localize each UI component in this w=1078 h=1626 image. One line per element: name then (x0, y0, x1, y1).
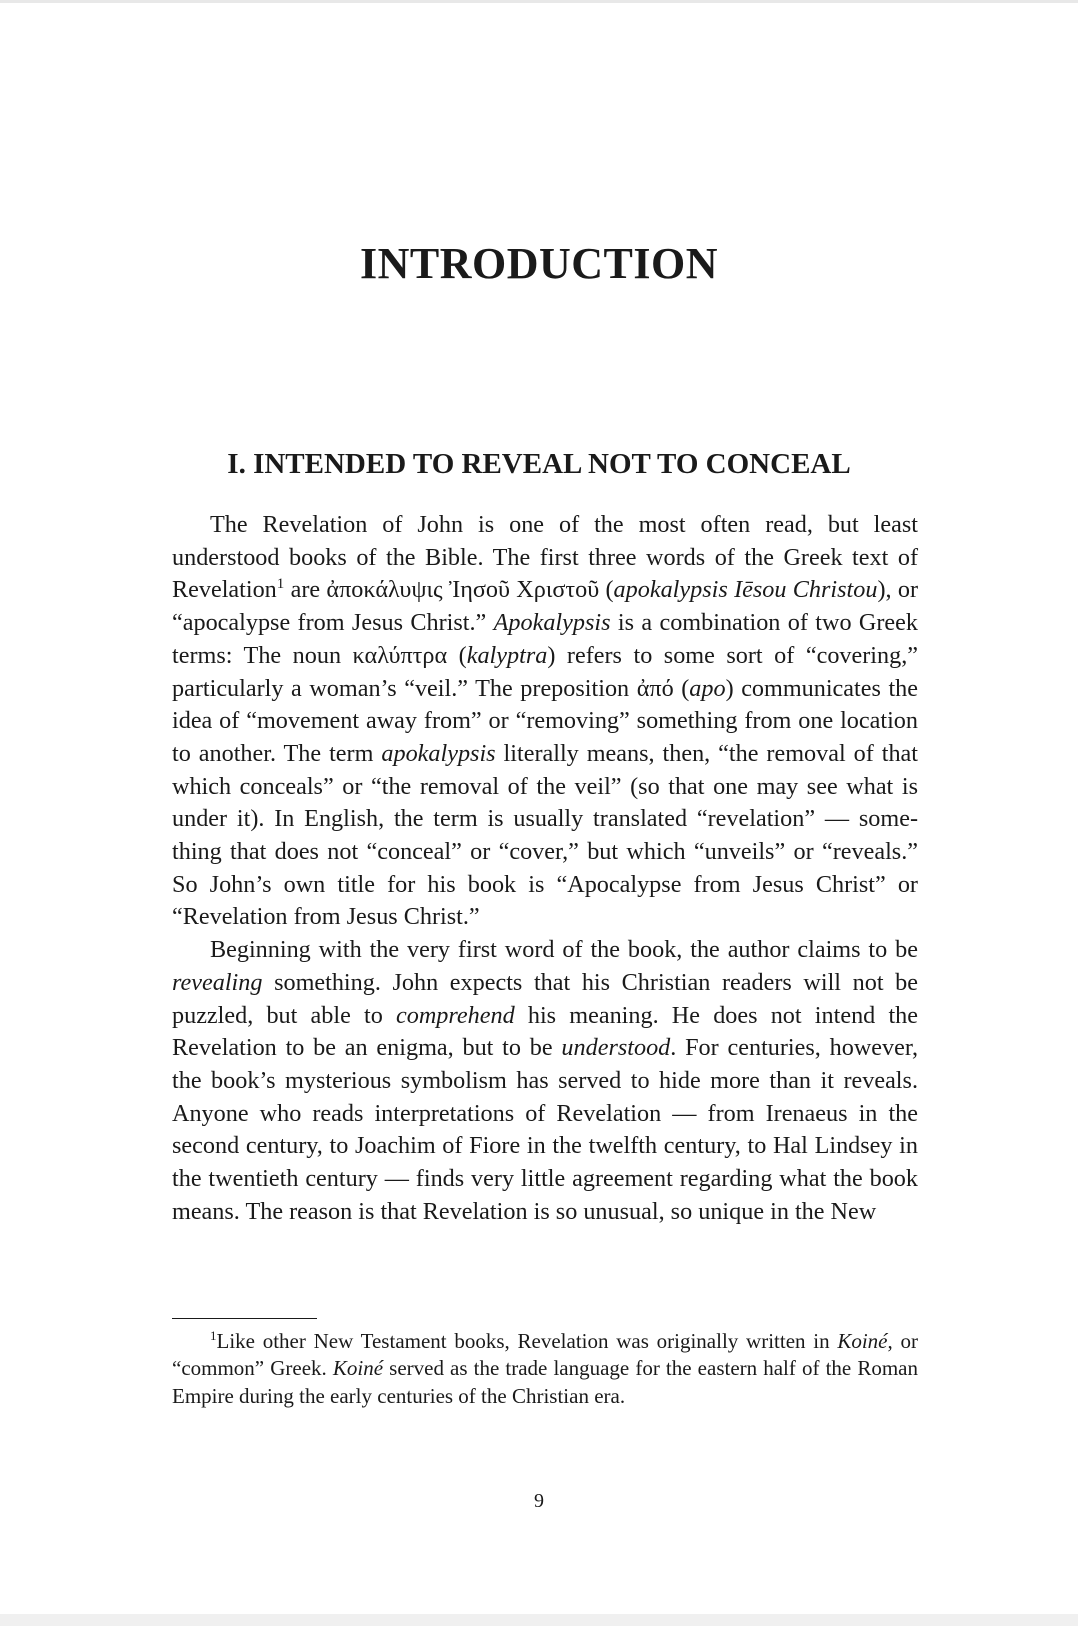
footnote (172, 1328, 918, 1410)
term-italic: kalyptra (466, 641, 548, 669)
paragraph-1 (172, 509, 918, 934)
chapter-title: INTRODUCTION (359, 239, 719, 288)
paragraph-2-text: something. John expects that his Christian readers will not be puzzled, but able to (172, 968, 918, 1029)
page-number: 9 (534, 1490, 544, 1512)
paragraph-1-text: ) refers to some sort of “covering,” particularly a woman’s “veil.” The preposition ἀπό ( (172, 641, 918, 702)
paragraph-1-text: The Revelation of John is one of the most often read, but least understood books of the Bible. The first three words of the Greek text of Revelation (172, 511, 918, 604)
footnote-italic: Koiné (332, 1356, 384, 1381)
term-italic: Apokalypsis (493, 609, 611, 637)
paragraph-2-text: Beginning with the very first word of the book, the author claims to be (210, 936, 918, 964)
paragraph-1-text: are ἀποκάλυψις Ἰησοῦ Χριστοῦ ( (284, 576, 614, 604)
paragraph-2-text: his meaning. He does not intend the Revelation to be an enigma, but to be (172, 1001, 919, 1062)
footnote-reference: 1 (276, 576, 285, 593)
body-text (172, 509, 918, 1228)
footnote-divider (172, 1318, 317, 1319)
transliteration-italic: apokalypsis Iēsou Christou (613, 576, 878, 604)
paragraph-1-text: literally means, then, “the removal of that which conceals” or “the removal of the veil” (so that one may see what is under it). In English, the term is usually translated “revelation” — something that does not “conceal” or “cover,” but which “unveils” or “reveals.” So John’s own title for his book is “Apocalypse from Jesus Christ” or “Revelation from Jesus Christ.” (172, 739, 918, 931)
term-italic: apo (689, 674, 726, 702)
footnote-text: served as the trade language for the eastern half of the Roman Empire during the early centuries of the Christian era. (172, 1356, 918, 1408)
page-top-edge (0, 0, 1078, 3)
footnote-text: , or “common” Greek. (172, 1329, 918, 1381)
emphasis-italic: revealing (172, 968, 263, 996)
footnote-italic: Koiné (837, 1329, 888, 1353)
emphasis-italic: comprehend (396, 1001, 515, 1029)
paragraph-2 (172, 934, 918, 1228)
section-heading: I. INTENDED TO REVEAL NOT TO CONCEAL (227, 448, 851, 480)
footnote-text: Like other New Testament books, Revelation was originally written in (216, 1329, 838, 1353)
paragraph-1-text: ), or “apocalypse from Jesus Christ.” (172, 576, 919, 637)
footnote-marker: 1 (210, 1328, 217, 1343)
emphasis-italic: understood (561, 1034, 671, 1062)
page-bottom-edge (0, 1614, 1078, 1626)
paragraph-2-text: . For centuries, however, the book’s mysterious symbolism has served to hide more than it reveals. Anyone who reads interpretations of Revelation — from Irenaeus in the second century, to Joachim of Fiore in the twelfth century, to Hal Lindsey in the twentieth century — finds very little agreement regarding what the book means. The reason is that Revelation is so unusual, so unique in the New (172, 1034, 919, 1225)
term-italic: apokalypsis (381, 739, 496, 767)
paragraph-1-text: is a combination of two Greek terms: The noun καλύπτρα ( (172, 609, 918, 669)
paragraph-1-text: ) communicates the idea of “movement away from” or “removing” something from one location to another. The term (172, 674, 919, 767)
